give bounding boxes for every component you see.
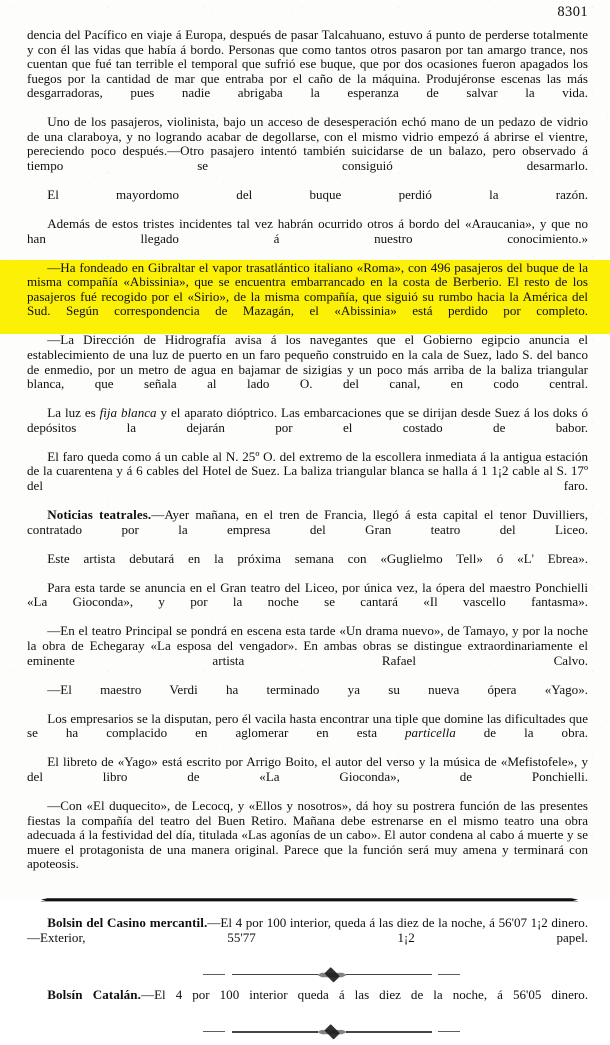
ornamental-divider-1-orn-line-l xyxy=(232,974,318,975)
para-empresarios-tiple xyxy=(27,712,588,756)
ornamental-divider-2-orn-dash-r xyxy=(438,1031,460,1032)
bolsin-casino-heading: Bolsin del Casino mercantil. xyxy=(47,915,208,931)
page-folio-number: 8301 xyxy=(557,4,588,20)
ornamental-divider-2-orn-diamond xyxy=(316,1027,348,1038)
para-empresarios-tiple-run-2: de la obra. xyxy=(455,725,588,741)
para-libreto-boito: El libreto de «Yago» está escrito por Arrigo Boito, el autor del verso y la música de «Mefistofele», y del libro de «La Gioconda», de Ponchielli. xyxy=(27,754,588,784)
para-luz-fija-blanca xyxy=(27,406,588,450)
bolsin-casino-fraction-2: ¡ xyxy=(404,930,409,945)
bolsin-casino-text-3: 2 papel. xyxy=(408,929,588,945)
ornamental-divider-1-orn-dash-l xyxy=(203,974,225,975)
para-faro-cable-run-0: El faro queda como á un cable al N. 25º O. del extremo de la escollera inmediata á la antigua estación de la cuarentena y á 6 cables del Hotel de Suez. La baliza triangular blanca se halla á 1 1 xyxy=(27,448,588,479)
para-luz-fija-blanca-run-0: La luz es xyxy=(47,405,100,421)
text-column xyxy=(27,28,588,1045)
para-bolsin-casino-mercantil xyxy=(27,916,588,960)
para-noticias-teatrales-run-0: Noticias teatrales. xyxy=(47,507,152,523)
para-bolsin-catalan xyxy=(27,988,588,1017)
bolsin-catalan-text: —El 4 por 100 interior queda á las diez de la noche, á 56'05 dinero. xyxy=(141,986,588,1002)
ornamental-divider-2-orn-line-r xyxy=(346,1031,432,1032)
para-hidrografia: —La Dirección de Hidrografía avisa á los navegantes que el Gobierno egipcio anuncia el establecimiento de una luz de puerto en un faro pequeño construido en la cala de Suez, lado S. del banco de enmedio, por un metro de agua en bajamar de sizigias y un poco más arriba de la baliza triangular blanca, que señala al lado O. del canal, en codo central. xyxy=(27,332,588,392)
para-violinista: Uno de los pasajeros, violinista, bajo un acceso de desesperación echó mano de un pedazo de vidrio de una claraboya, y no logrando acabar de degollarse, con el mismo vidrio empezó á abrirse el vientre, pereciendo poco después.—Otro pasajero intentó también suicidarse de un balazo, pero observado á tiempo se consiguió desarmarlo. xyxy=(27,114,588,173)
ornamental-divider-2-orn-dash-l xyxy=(203,1031,225,1032)
bolsin-casino-text-2: 2 dinero.—Exterior, 55'77 1 xyxy=(27,915,588,945)
ornamental-divider-1-orn-diamond xyxy=(316,969,348,980)
para-teatro-principal: —En el teatro Principal se pondrá en escena esta tarde «Un drama nuevo», de Tamayo, y por la noche la obra de Echegaray «La esposa del vengador». En ambas obras se distingue extraordinariamente el eminente artista Rafael Calvo. xyxy=(27,623,588,668)
bolsin-casino-text-1: —El 4 por 100 interior, queda á las diez de la noche, á 56'07 1 xyxy=(207,915,538,931)
ornamental-divider-1-orn-dash-r xyxy=(438,974,460,975)
section-divider-thick-rule xyxy=(27,895,588,905)
para-empresarios-tiple-run-0: Los empresarios se la disputan, pero él vacila hasta encontrar una tiple que domine las dificultades que se ha complacido en aglomerar en esta xyxy=(27,710,588,741)
para-verdi-yago: —El maestro Verdi ha terminado ya su nueva ópera «Yago». xyxy=(47,681,588,697)
para-gibraltar-roma-abissinia: —Ha fondeado en Gibraltar el vapor trasatlántico italiano «Roma», con 496 pasajeros del buque de la misma compañía «Abissinia», que se encuentra embarrancado en la costa de Berberio. El resto de los pasajeros fué recogido por el «Sirio», de la misma compañía, que siguió su rumbo hacia la América del Sud. Según correspondencia de Mazagán, el «Abissinia» está perdido por completo. xyxy=(27,261,588,334)
para-faro-cable xyxy=(27,450,588,508)
para-faro-cable-run-2: 2 cable al S. 17º del faro. xyxy=(27,463,588,493)
para-luz-fija-blanca-run-2: y el aparato dióptrico. Las embarcaciones que se dirijan desde Suez á los doks ó depósitos la dejarán por el costado de babor. xyxy=(27,405,588,435)
para-debut-guglielmo-tell: Este artista debutará en la próxima semana con «Guglielmo Tell» ó «L' Ebrea». xyxy=(47,550,588,566)
para-pacifico-continued: dencia del Pacífico en viaje á Europa, después de pasar Talcahuano, estuvo á punto de perderse totalmente y con él las vidas que había á bordo. Personas que como tantos otros pasaron por tan amargo trance, nos cuentan que fué tan terrible el temporal que sufrió ese buque, que por dos ocasiones fueron apagados los fuegos por la cantidad de mar que entraba por el caño de la máquina. Produjéronse escenas las más desgarradoras, pues nadie abrigaba la esperanza de salvar la vida. xyxy=(27,27,588,101)
ornamental-divider-1 xyxy=(27,968,588,982)
para-buen-retiro: —Con «El duquecito», de Lecocq, y «Ellos y nosotros», dá hoy su postrera función de las presentes fiestas la compañía del teatro del Buen Retiro. Mañana debe estrenarse en el mismo teatro una obra adecuada á la festividad del día, titulada «Las agonías de un cabo». El autor condena al cabo á muerte y se muere el protagonista de una manera original. Parece que la función será muy amena y terminará con apoteosis. xyxy=(27,797,588,872)
ornamental-divider-1-orn-line-r xyxy=(346,974,432,975)
bolsin-casino-fraction-1: ¡ xyxy=(537,916,542,931)
ornamental-divider-2-orn-line-l xyxy=(232,1031,318,1032)
para-noticias-teatrales-run-1: —Ayer mañana, en el tren de Francia, llegó á esta capital el tenor Duvilliers, contratado por la empresa del Gran teatro del Liceo. xyxy=(27,507,588,537)
para-araucania: Además de estos tristes incidentes tal vez habrán ocurrido otros á bordo del «Araucania», y que no han llegado á nuestro conocimiento.» xyxy=(27,216,588,246)
para-empresarios-tiple-run-1: particella xyxy=(405,725,456,741)
para-faro-cable-run-1: ¡ xyxy=(497,464,503,479)
para-gioconda-vascello: Para esta tarde se anuncia en el Gran teatro del Liceo, por única vez, la ópera del maestro Ponchielli «La Gioconda», y por la noche se cantará «Il vascello fantasma». xyxy=(27,579,588,610)
para-mayordomo: El mayordomo del buque perdió la razón. xyxy=(47,187,588,203)
ornamental-divider-2 xyxy=(27,1025,588,1039)
para-noticias-teatrales xyxy=(27,508,588,552)
para-luz-fija-blanca-run-1: fija blanca xyxy=(99,405,157,421)
bolsin-catalan-heading: Bolsín Catalán. xyxy=(47,986,142,1002)
